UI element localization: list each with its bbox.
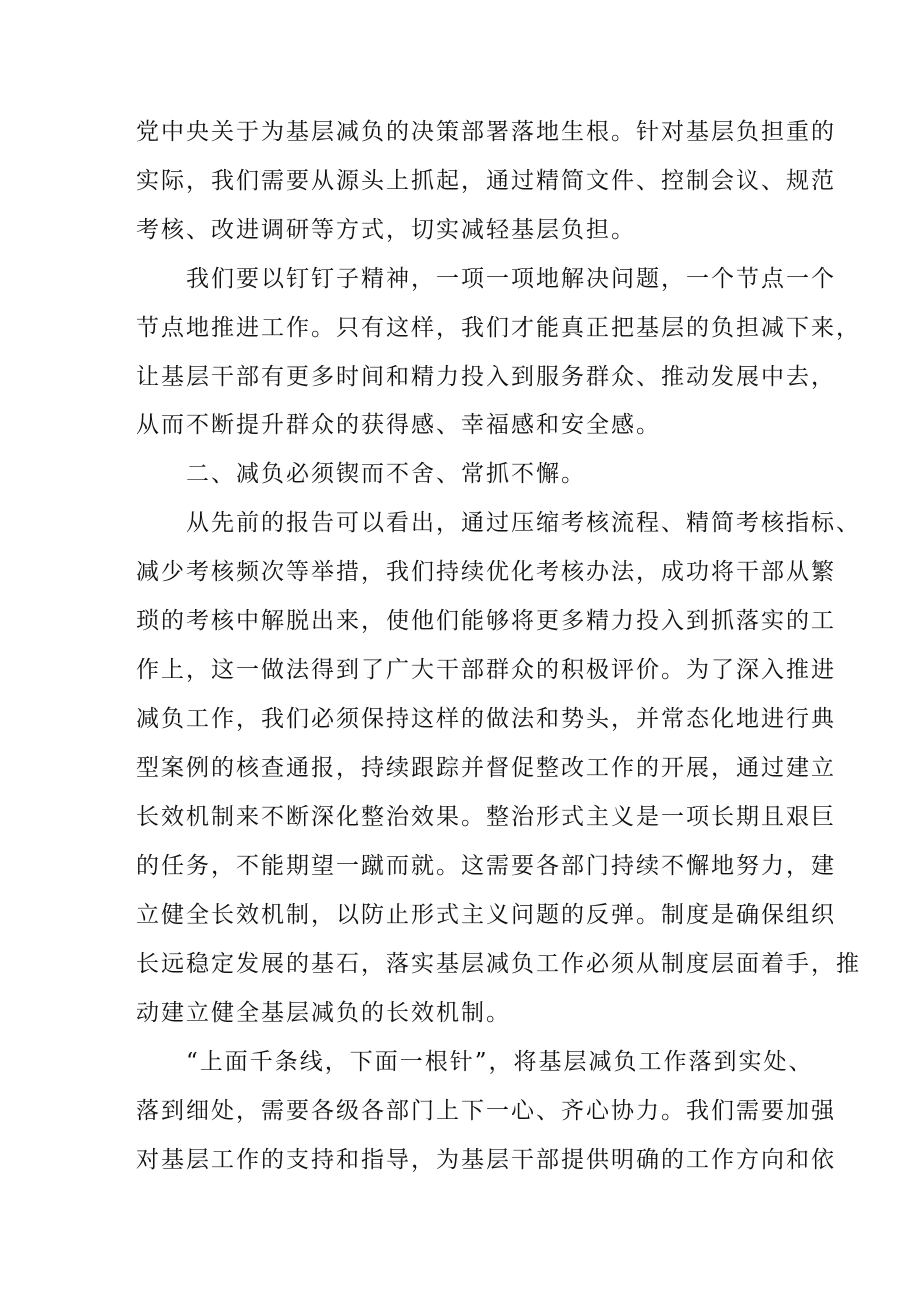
text-line-11: 琐的考核中解脱出来，使他们能够将更多精力投入到抓落实的工 xyxy=(136,608,836,634)
text-line-22: 对基层工作的支持和指导，为基层干部提供明确的工作方向和依 xyxy=(136,1147,836,1173)
text-line-7: 从而不断提升群众的获得感、幸福感和安全感。 xyxy=(136,412,661,438)
text-line-1: 党中央关于为基层减负的决策部署落地生根。针对基层负担重的 xyxy=(136,119,836,145)
text-line-16: 的任务，不能期望一蹴而就。这需要各部门持续不懈地努力，建 xyxy=(136,853,836,879)
text-line-3: 考核、改进调研等方式，切实减轻基层负担。 xyxy=(136,217,636,243)
text-line-21: 落到细处，需要各级各部门上下一心、齐心协力。我们需要加强 xyxy=(136,1098,836,1124)
text-line-17: 立健全长效机制，以防止形式主义问题的反弹。制度是确保组织 xyxy=(136,902,836,928)
text-line-19: 动建立健全基层减负的长效机制。 xyxy=(136,1000,511,1026)
text-line-18: 长远稳定发展的基石，落实基层减负工作必须从制度层面着手，推 xyxy=(136,951,861,977)
text-line-5: 节点地推进工作。只有这样，我们才能真正把基层的负担减下来， xyxy=(136,315,861,341)
text-line-6: 让基层干部有更多时间和精力投入到服务群众、推动发展中去， xyxy=(136,364,836,390)
text-line-20: “上面千条线，下面一根针”，将基层减负工作落到实处、 xyxy=(136,1049,814,1075)
text-line-4: 我们要以钉钉子精神，一项一项地解决问题，一个节点一个 xyxy=(136,266,836,292)
text-line-15: 长效机制来不断深化整治效果。整治形式主义是一项长期且艰巨 xyxy=(136,804,836,830)
text-line-9: 从先前的报告可以看出，通过压缩考核流程、精简考核指标、 xyxy=(136,510,861,536)
text-line-2: 实际，我们需要从源头上抓起，通过精简文件、控制会议、规范 xyxy=(136,168,836,194)
text-line-14: 型案例的核查通报，持续跟踪并督促整改工作的开展，通过建立 xyxy=(136,755,836,781)
text-line-13: 减负工作，我们必须保持这样的做法和势头，并常态化地进行典 xyxy=(136,706,836,732)
text-line-10: 减少考核频次等举措，我们持续优化考核办法，成功将干部从繁 xyxy=(136,559,836,585)
section-heading: 二、减负必须锲而不舍、常抓不懈。 xyxy=(136,461,586,487)
text-line-12: 作上，这一做法得到了广大干部群众的积极评价。为了深入推进 xyxy=(136,657,836,683)
